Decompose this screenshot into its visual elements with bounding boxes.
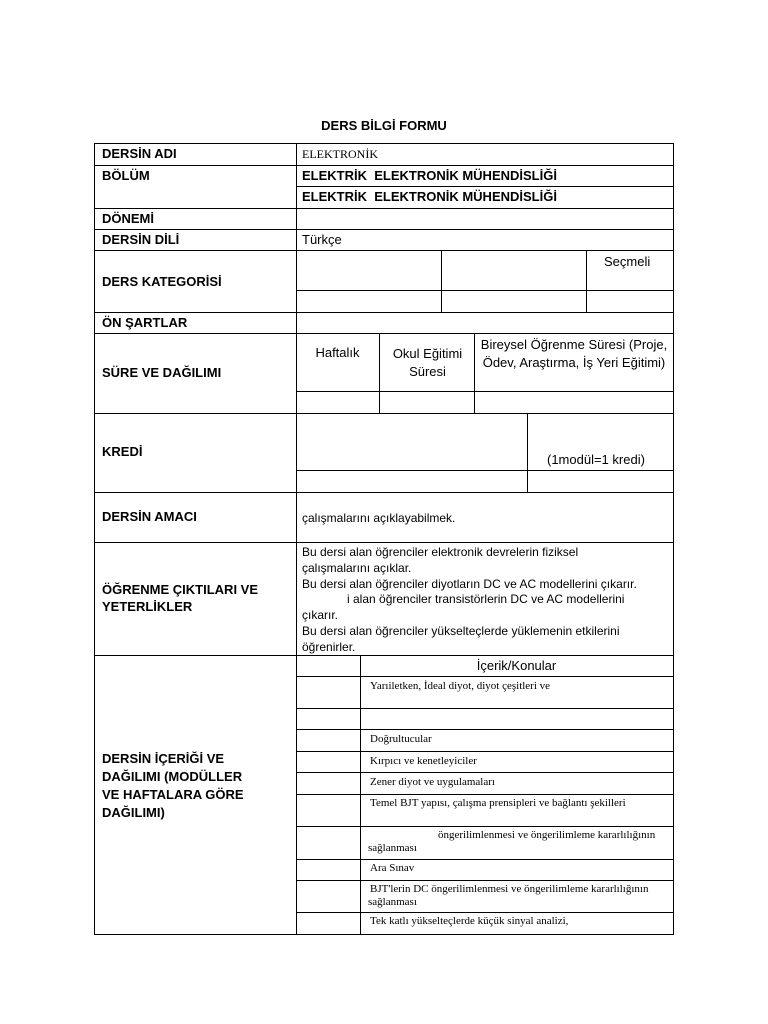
ciktilar-line: Bu dersi alan öğrenciler elektronik devrelerin fiziksel (302, 545, 579, 559)
value-dersin-amaci: çalışmalarını açıklayabilmek. (302, 511, 456, 525)
label-sure: SÜRE VE DAĞILIMI (102, 365, 222, 380)
topic-row: Doğrultucular (370, 733, 432, 745)
topic-row: Yarıiletken, İdeal diyot, diyot çeşitleri ve (370, 680, 551, 692)
label-ders-kategorisi: DERS KATEGORİSİ (102, 274, 222, 289)
label-on-sartlar: ÖN ŞARTLAR (102, 315, 188, 330)
value-dersin-dili: Türkçe (302, 232, 342, 247)
sure-okul-egitimi: Okul Eğitimi Süresi (392, 346, 463, 379)
ciktilar-line: öğrenirler. (302, 639, 356, 654)
topic-row: Tek katlı yükselteçlerde küçük sinyal analizi, (370, 915, 569, 927)
topic-row: Ara Sınav (370, 862, 415, 874)
ciktilar-line: Bu dersi alan öğrenciler diyotların DC ve AC modellerini çıkarır. (302, 576, 637, 591)
icerik-header: İçerik/Konular (476, 658, 557, 673)
value-secmeli: Seçmeli (604, 254, 651, 269)
value-ders-adi: ELEKTRONİK (302, 147, 378, 161)
ogrenme-ciktilari-text (302, 545, 668, 656)
topic-row: BJT'lerin DC öngerilimlenmesi ve öngerilimleme kararlılığının sağlanması (368, 883, 649, 908)
ciktilar-line: çıkarır. (302, 608, 339, 623)
label-ders-adi: DERSİN ADI (102, 146, 177, 161)
label-dersin-amaci: DERSİN AMACI (102, 509, 197, 524)
value-bolum-2: ELEKTRİK ELEKTRONİK MÜHENDİSLİĞİ (302, 189, 557, 204)
ciktilar-line: i alan öğrenciler transistörlerin DC ve AC modellerini (347, 592, 625, 607)
label-kredi: KREDİ (102, 444, 143, 459)
topic-row: Temel BJT yapısı, çalışma prensipleri ve bağlantı şekilleri (370, 797, 626, 809)
topic-row: öngerilimlenmesi ve öngerilimleme kararlılığının sağlanması (368, 829, 656, 854)
label-dersin-dili: DERSİN DİLİ (102, 232, 180, 247)
ciktilar-line: çalışmalarını açıklar. (302, 560, 412, 575)
ciktilar-line: Bu dersi alan öğrenciler yükselteçlerde yüklemenin etkilerini (302, 623, 620, 638)
sure-bireysel: Bireysel Öğrenme Süresi (Proje, Ödev, Araştırma, İş Yeri Eğitimi) (480, 337, 668, 370)
kredi-note: (1modül=1 kredi) (547, 452, 645, 467)
page-title: DERS BİLGİ FORMU (321, 118, 447, 133)
value-bolum: ELEKTRİK ELEKTRONİK MÜHENDİSLİĞİ (302, 168, 557, 183)
label-ogrenme-ciktilari: ÖĞRENME ÇIKTILARI VE YETERLİKLER (102, 582, 259, 614)
label-icerik: DERSİN İÇERİĞİ VE DAĞILIMI (MODÜLLER VE HAFTALARA GÖRE DAĞILIMI) (102, 751, 244, 820)
topic-row: Kırpıcı ve kenetleyiciler (370, 755, 477, 767)
label-bolum: BÖLÜM (102, 168, 150, 183)
topic-row: Zener diyot ve uygulamaları (370, 776, 495, 788)
label-donemi: DÖNEMİ (102, 211, 154, 226)
sure-haftalik: Haftalık (315, 345, 360, 360)
